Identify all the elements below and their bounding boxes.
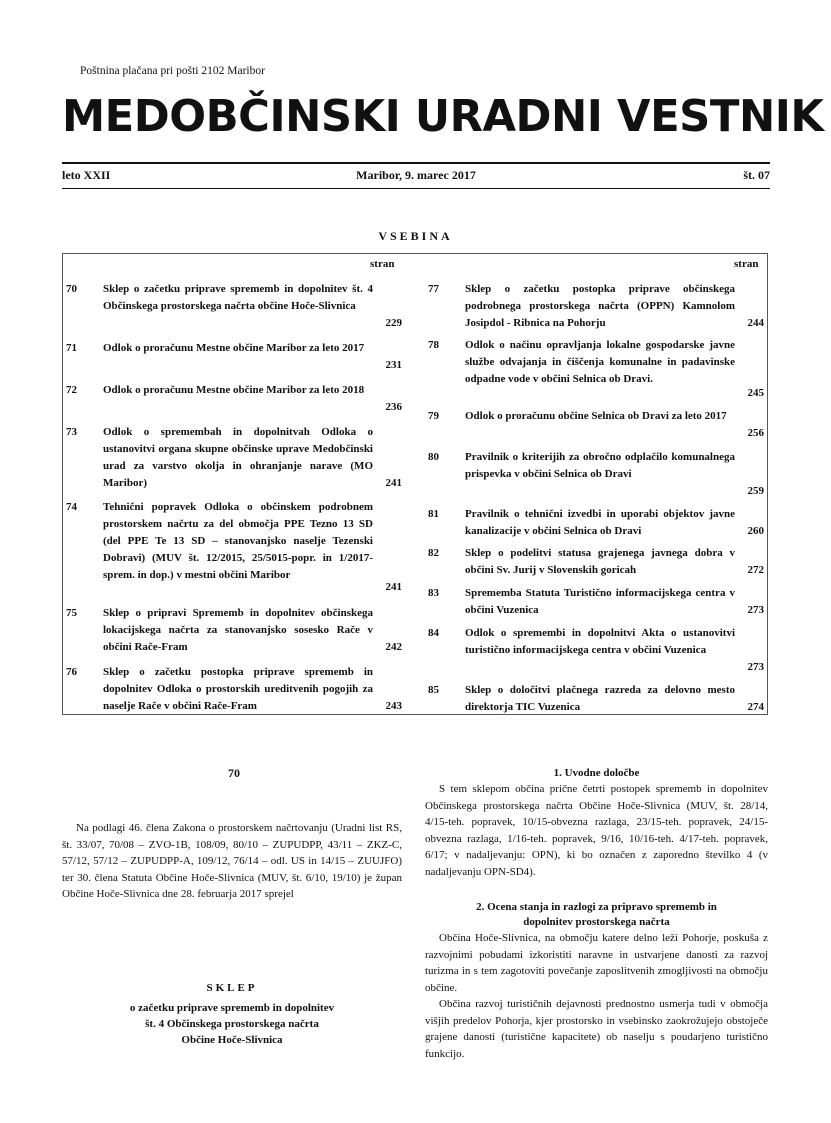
toc-entry-page: 231 xyxy=(385,359,402,371)
toc-entry-number: 84 xyxy=(428,627,439,639)
toc-entry-page: 243 xyxy=(385,700,402,712)
toc-entry-title: Sklep o začetku priprave sprememb in dopolnitev št. 4 Občinskega prostorskega načrta občine Hoče-Slivnica xyxy=(103,283,373,312)
toc-entry-number: 78 xyxy=(428,339,439,351)
resolution-subtitle xyxy=(62,1000,402,1048)
toc-entry-page: 229 xyxy=(385,317,402,329)
preamble-text: Na podlagi 46. člena Zakona o prostorskem načrtovanju (Uradni list RS, št. 33/07, 70/08 – ZVO-1B, 108/09, 80/10 – ZUPUDPP, 43/11 – ZKZ-C, 57/12, 57/12 – ZUPUDPP-A, 109/12, 76/14 – odl. US in 14/15 – ZUUJFO) ter 30. člena Statuta Občine Hoče-Slivnica (MUV, št. 6/10, 19/10) je župan Občine Hoče-Slivnica dne 28. februarja 2017 sprejel xyxy=(62,822,402,900)
toc-entry-number: 82 xyxy=(428,547,439,559)
toc-entry-number: 80 xyxy=(428,451,439,463)
toc-entry-title: Odlok o načinu opravljanja lokalne gospodarske javne službe odvajanja in čiščenja komunalne in padavinske odpadne vode v občini Selnica ob Dravi. xyxy=(465,339,735,385)
toc-entry-title: Sklep o pripravi Sprememb in dopolnitev občinskega lokacijskega načrta za stanovanjsko sosesko Rače v občini Rače-Fram xyxy=(103,607,373,653)
page-column-label-left: stran xyxy=(370,258,395,270)
page-column-label-right: stran xyxy=(734,258,759,270)
toc-entry-number: 74 xyxy=(66,501,77,513)
toc-entry-title: Sklep o začetku postopka priprave sprememb in dopolnitev Odloka o prostorskih ureditvenih pogojih za naselje Rače v občini Rače-Fram xyxy=(103,666,373,712)
header-rule-top xyxy=(62,162,770,164)
masthead-title: MEDOBČINSKI URADNI VESTNIK xyxy=(62,91,824,142)
section-2-paragraph: Občina razvoj turističnih dejavnosti prednostno usmerja tudi v območja višjih predelov Pohorja, kjer prostorsko in vsebinsko zaokrožujejo obstoječe grajene danosti (turistične kapacitete) ob naselju s poudarjeno turistično funkcijo. xyxy=(425,998,768,1060)
toc-entry-number: 75 xyxy=(66,607,77,619)
toc-entry-page: 272 xyxy=(747,564,764,576)
toc-entry-number: 73 xyxy=(66,426,77,438)
toc-entry-title: Tehnični popravek Odloka o občinskem podrobnem prostorskem načrtu za del območja PPE Tezno 13 SD (del PPE Te 13 SD – stanovanjsko naselje Tezenski Dobravi) (MUV št. 12/2015, 25/5015-popr. in 1/2017-sprem. in dop.) v mestni občini Maribor xyxy=(103,501,373,581)
volume-label: leto XXII xyxy=(62,168,111,182)
toc-entry-number: 79 xyxy=(428,410,439,422)
document-number: 70 xyxy=(228,766,240,780)
toc-entry-page: 245 xyxy=(747,387,764,399)
toc-entry-title: Sklep o določitvi plačnega razreda za delovno mesto direktorja TIC Vuzenica xyxy=(465,684,735,713)
toc-entry-title: Pravilnik o kriterijih za obročno odplačilo komunalnega prispevka v občini Selnica ob Dravi xyxy=(465,451,735,480)
toc-entry-page: 236 xyxy=(385,401,402,413)
postage-note: Poštnina plačana pri pošti 2102 Maribor xyxy=(80,65,265,77)
resolution-subtitle-line: št. 4 Občinskega prostorskega načrta xyxy=(145,1018,319,1030)
toc-entry-title: Sprememba Statuta Turistično informacijskega centra v občini Vuzenica xyxy=(465,587,735,616)
section-1-body xyxy=(425,781,768,880)
toc-entry-title: Sklep o podelitvi statusa grajenega javnega dobra v občini Sv. Jurij v Slovenskih goricah xyxy=(465,547,735,576)
section-2-heading-line: dopolnitev prostorskega načrta xyxy=(523,916,670,928)
place-date: Maribor, 9. marec 2017 xyxy=(356,168,476,182)
toc-entry-page: 273 xyxy=(747,661,764,673)
toc-entry-number: 72 xyxy=(66,384,77,396)
resolution-title: SKLEP xyxy=(206,982,258,994)
toc-entry-page: 244 xyxy=(747,317,764,329)
toc-entry-title: Pravilnik o tehnični izvedbi in uporabi objektov javne kanalizacije v občini Selnica ob Dravi xyxy=(465,508,735,537)
section-2-heading xyxy=(425,900,768,930)
section-1-text: S tem sklepom občina prične četrti postopek sprememb in dopolnitev Občinskega prostorskega načrta Občine Hoče-Slivnica (MUV, št. 28/14, 4/15-teh. popravek, 10/15-obvezna razlaga, 23/15-teh. popravek, 24/15-obvezna razlaga, 1/16-teh. popravek, 9/16, 10/16-teh. 4/17-teh. popravek, 6/17; v nadaljevanju: OPN), ki bo označen z zaporedno številko 4 (v nadaljevanju OPN-SD4). xyxy=(425,783,768,878)
toc-entry-page: 274 xyxy=(747,701,764,713)
resolution-subtitle-line: Občine Hoče-Slivnica xyxy=(181,1034,283,1046)
resolution-subtitle-line: o začetku priprave sprememb in dopolnitev xyxy=(129,1002,335,1014)
toc-entry-page: 242 xyxy=(385,641,402,653)
section-2-paragraph: Občina Hoče-Slivnica, na območju katere delno leži Pohorje, poskuša z razvojnimi pobudami izkoristiti naravne in ustvarjene danosti za razvoj turizma in s tem zagotoviti povečanje zaposlitvenih zmogljivosti na območju občine. xyxy=(425,932,768,994)
toc-entry-page: 241 xyxy=(385,581,402,593)
issue-number: št. 07 xyxy=(743,168,770,182)
toc-entry-page: 256 xyxy=(747,427,764,439)
toc-entry-number: 85 xyxy=(428,684,439,696)
toc-entry-title: Odlok o proračunu Mestne občine Maribor za leto 2017 xyxy=(103,342,365,354)
section-1-heading: 1. Uvodne določbe xyxy=(553,767,640,779)
toc-entry-number: 70 xyxy=(66,283,77,295)
toc-entry-title: Odlok o proračunu Mestne občine Maribor za leto 2018 xyxy=(103,384,365,396)
preamble-paragraph xyxy=(62,820,402,903)
toc-entry-title: Odlok o proračunu občine Selnica ob Dravi za leto 2017 xyxy=(465,410,727,422)
toc-entry-title: Sklep o začetku postopka priprave občinskega podrobnega prostorskega načrta (OPPN) Kamnolom Josipdol - Ribnica na Pohorju xyxy=(465,283,735,329)
toc-entry-page: 241 xyxy=(385,477,402,489)
toc-entry-page: 259 xyxy=(747,485,764,497)
header-rule-bottom xyxy=(62,188,770,189)
toc-entry-page: 273 xyxy=(747,604,764,616)
toc-entry-page: 260 xyxy=(747,525,764,537)
toc-entry-title: Odlok o spremembi in dopolnitvi Akta o ustanovitvi turistično informacijskega centra v občini Vuzenica xyxy=(465,627,735,656)
toc-entry-number: 83 xyxy=(428,587,439,599)
toc-entry-number: 77 xyxy=(428,283,439,295)
issue-line xyxy=(62,168,770,183)
contents-heading: VSEBINA xyxy=(378,229,453,243)
section-2-body xyxy=(425,930,768,1062)
toc-entry-title: Odlok o spremembah in dopolnitvah Odloka o ustanovitvi organa skupne občinske uprave Medobčinski urad za varstvo okolja in ohranjanje narave (MO Maribor) xyxy=(103,426,373,489)
section-2-heading-line: 2. Ocena stanja in razlogi za pripravo sprememb in xyxy=(476,901,717,913)
toc-entry-number: 71 xyxy=(66,342,77,354)
toc-entry-number: 81 xyxy=(428,508,439,520)
toc-entry-number: 76 xyxy=(66,666,77,678)
